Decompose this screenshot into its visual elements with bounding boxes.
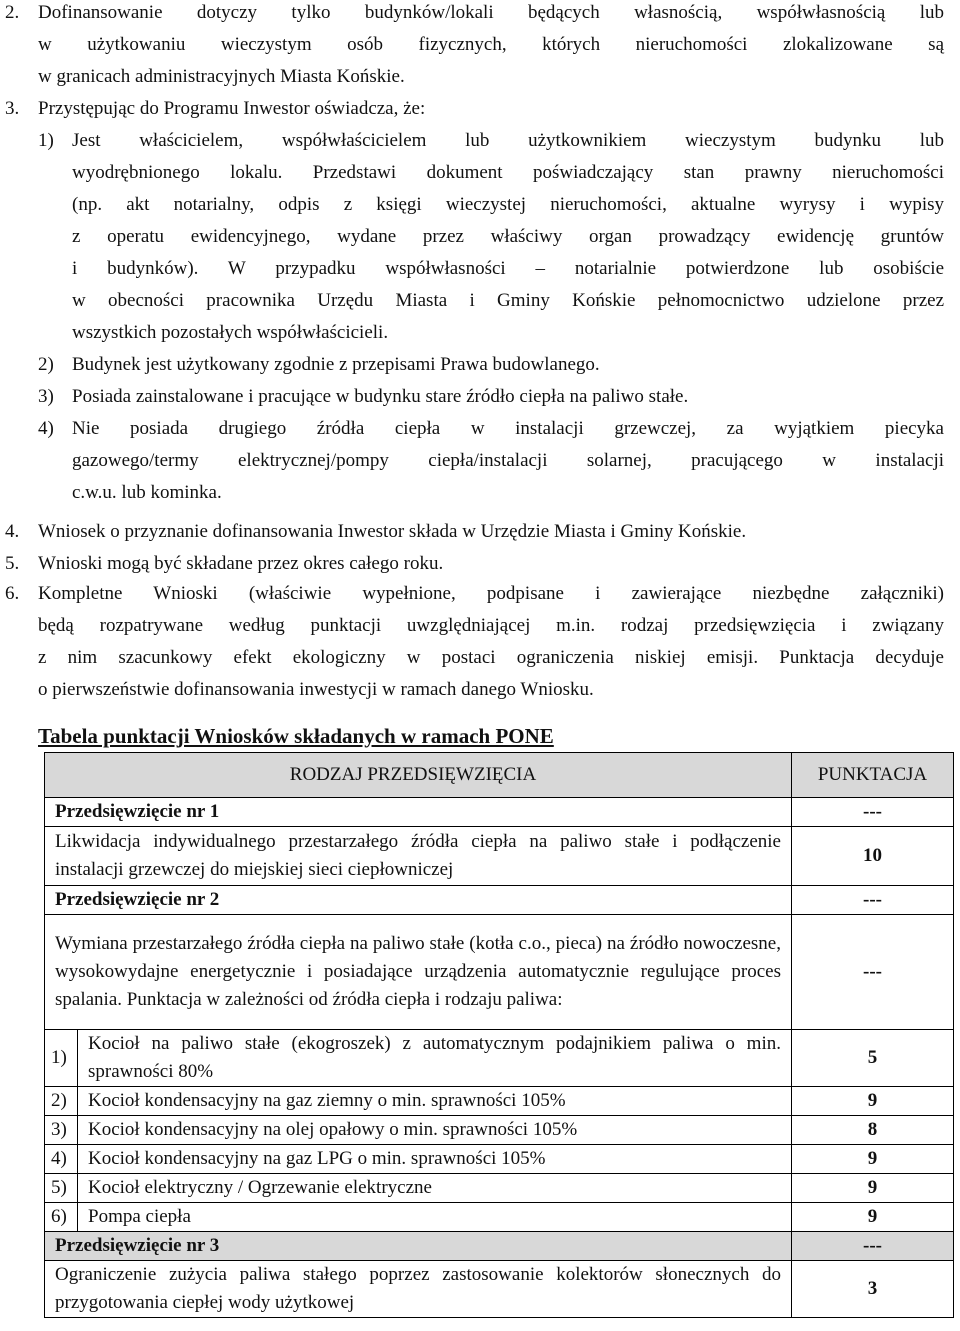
- option-number: 3): [45, 1116, 78, 1145]
- section-points: 3: [792, 1261, 954, 1318]
- item-line: Jest właścicielem, współwłaścicielem lub użytkownikiem wieczystym budynku lub: [72, 130, 944, 151]
- paragraph-line: Wniosek o przyznanie dofinansowania Inwestor składa w Urzędzie Miasta i Gminy Końskie.: [38, 521, 747, 542]
- item-line: (np. akt notarialny, odpis z księgi wieczystej nieruchomości, aktualne wyrysy i wypisy: [72, 194, 944, 215]
- paragraph-number: 2.: [5, 2, 20, 23]
- item-number: 2): [38, 354, 54, 375]
- section-points: ---: [792, 1232, 954, 1261]
- table-row: [45, 1174, 954, 1203]
- option-number: 4): [45, 1145, 78, 1174]
- paragraph-number: 6.: [5, 583, 20, 604]
- paragraph-number: 5.: [5, 553, 20, 574]
- item-line: wszystkich pozostałych współwłaścicieli.: [72, 322, 389, 343]
- option-text: Kocioł kondensacyjny na gaz LPG o min. sprawności 105%: [78, 1145, 792, 1174]
- item-line: w obecności pracownika Urzędu Miasta i Gminy Końskie pełnomocnictwo udzielone przez: [72, 290, 944, 311]
- paragraph-number: 3.: [5, 98, 20, 119]
- section-title: Przedsięwzięcie nr 3: [45, 1232, 792, 1261]
- option-text: Kocioł elektryczny / Ogrzewanie elektryczne: [78, 1174, 792, 1203]
- option-points: 9: [792, 1087, 954, 1116]
- paragraph-line: będą rozpatrywane według punktacji uwzględniającej m.in. rodzaj przedsięwzięcia i związany: [38, 615, 944, 636]
- section-description: Ograniczenie zużycia paliwa stałego poprzez zastosowanie kolektorów słonecznych do przygotowania ciepłej wody użytkowej: [45, 1261, 792, 1318]
- paragraph-5: [0, 548, 960, 580]
- table-row: [45, 1203, 954, 1232]
- paragraph-6: [0, 578, 960, 706]
- item-number: 4): [38, 418, 54, 439]
- item-line: Nie posiada drugiego źródła ciepła w instalacji grzewczej, za wyjątkiem piecyka: [72, 418, 944, 439]
- section-description: Likwidacja indywidualnego przestarzałego źródła ciepła na paliwo stałe i podłączenie instalacji grzewczej do miejskiej sieci ciepłowniczej: [45, 827, 792, 886]
- list-item: [0, 381, 960, 413]
- table-row: [45, 1261, 954, 1318]
- paragraph-2: [0, 0, 960, 93]
- paragraph-3: [0, 93, 960, 509]
- column-header: PUNKTACJA: [792, 753, 954, 798]
- paragraph-line: o pierwszeństwie dofinansowania inwestycji w ramach danego Wniosku.: [38, 679, 594, 700]
- section-description: Wymiana przestarzałego źródła ciepła na paliwo stałe (kotła c.o., pieca) na źródło nowoczesne, wysokowydajne energetycznie i posiadające urządzenia automatycznie regulujące proces spalania. Punktacja w zależności od źródła ciepła i rodzaju paliwa:: [45, 915, 792, 1030]
- item-line: z operatu ewidencyjnego, wydane przez właściwy organ prowadzący ewidencję gruntów: [72, 226, 944, 247]
- item-line: c.w.u. lub kominka.: [72, 482, 222, 503]
- item-line: Posiada zainstalowane i pracujące w budynku stare źródło ciepła na paliwo stałe.: [72, 386, 689, 407]
- paragraph-line: Dofinansowanie dotyczy tylko budynków/lokali będących własnością, współwłasnością lub: [38, 2, 944, 23]
- item-line: i budynków). W przypadku współwłasności – notarialnie potwierdzone lub osobiście: [72, 258, 944, 279]
- option-text: Pompa ciepła: [78, 1203, 792, 1232]
- option-number: 1): [45, 1030, 78, 1087]
- section-points: ---: [792, 886, 954, 915]
- table-row: [45, 1030, 954, 1087]
- paragraph-line: Wnioski mogą być składane przez okres całego roku.: [38, 553, 444, 574]
- table-title: Tabela punktacji Wniosków składanych w ramach PONE: [38, 724, 554, 748]
- list-item: [0, 413, 960, 445]
- option-points: 9: [792, 1145, 954, 1174]
- option-text: Kocioł na paliwo stałe (ekogroszek) z automatycznym podajnikiem paliwa o min. sprawności 80%: [78, 1030, 792, 1087]
- section-title: Przedsięwzięcie nr 2: [45, 886, 792, 915]
- option-points: 9: [792, 1174, 954, 1203]
- item-number: 1): [38, 130, 54, 151]
- list-item: [0, 125, 960, 157]
- section-points: ---: [792, 915, 954, 1030]
- paragraph-number: 4.: [5, 521, 20, 542]
- option-number: 6): [45, 1203, 78, 1232]
- option-text: Kocioł kondensacyjny na olej opałowy o min. sprawności 105%: [78, 1116, 792, 1145]
- scoring-table: [44, 752, 954, 1318]
- paragraph-line: Kompletne Wnioski (właściwie wypełnione, podpisane i zawierające niezbędne załączniki): [38, 583, 944, 604]
- table-row: [45, 915, 954, 1030]
- table-row: [45, 1116, 954, 1145]
- option-points: 9: [792, 1203, 954, 1232]
- table-row: [45, 1087, 954, 1116]
- option-number: 5): [45, 1174, 78, 1203]
- section-points: ---: [792, 798, 954, 827]
- option-text: Kocioł kondensacyjny na gaz ziemny o min. sprawności 105%: [78, 1087, 792, 1116]
- item-line: wyodrębnionego lokalu. Przedstawi dokument poświadczający stan prawny nieruchomości: [72, 162, 944, 183]
- table-row: [45, 1232, 954, 1261]
- paragraph-line: z nim szacunkowy efekt ekologiczny w postaci ograniczenia niskiej emisji. Punktacja decyduje: [38, 647, 944, 668]
- list-item: [0, 349, 960, 381]
- paragraph-4: [0, 516, 960, 548]
- option-number: 2): [45, 1087, 78, 1116]
- option-points: 8: [792, 1116, 954, 1145]
- item-line: gazowego/termy elektrycznej/pompy ciepła/instalacji solarnej, pracującego w instalacji: [72, 450, 944, 471]
- column-header: RODZAJ PRZEDSIĘWZIĘCIA: [45, 753, 792, 798]
- item-number: 3): [38, 386, 54, 407]
- table-row: [45, 1145, 954, 1174]
- table-header-row: [45, 753, 954, 798]
- section-points: 10: [792, 827, 954, 886]
- option-points: 5: [792, 1030, 954, 1087]
- table-row: [45, 886, 954, 915]
- table-row: [45, 798, 954, 827]
- paragraph-line: w użytkowaniu wieczystym osób fizycznych, których nieruchomości zlokalizowane są: [38, 34, 944, 55]
- paragraph-line: w granicach administracyjnych Miasta Końskie.: [38, 66, 405, 87]
- section-title: Przedsięwzięcie nr 1: [45, 798, 792, 827]
- table-row: [45, 827, 954, 886]
- paragraph-line: Przystępując do Programu Inwestor oświadcza, że:: [38, 98, 426, 119]
- item-line: Budynek jest użytkowany zgodnie z przepisami Prawa budowlanego.: [72, 354, 600, 375]
